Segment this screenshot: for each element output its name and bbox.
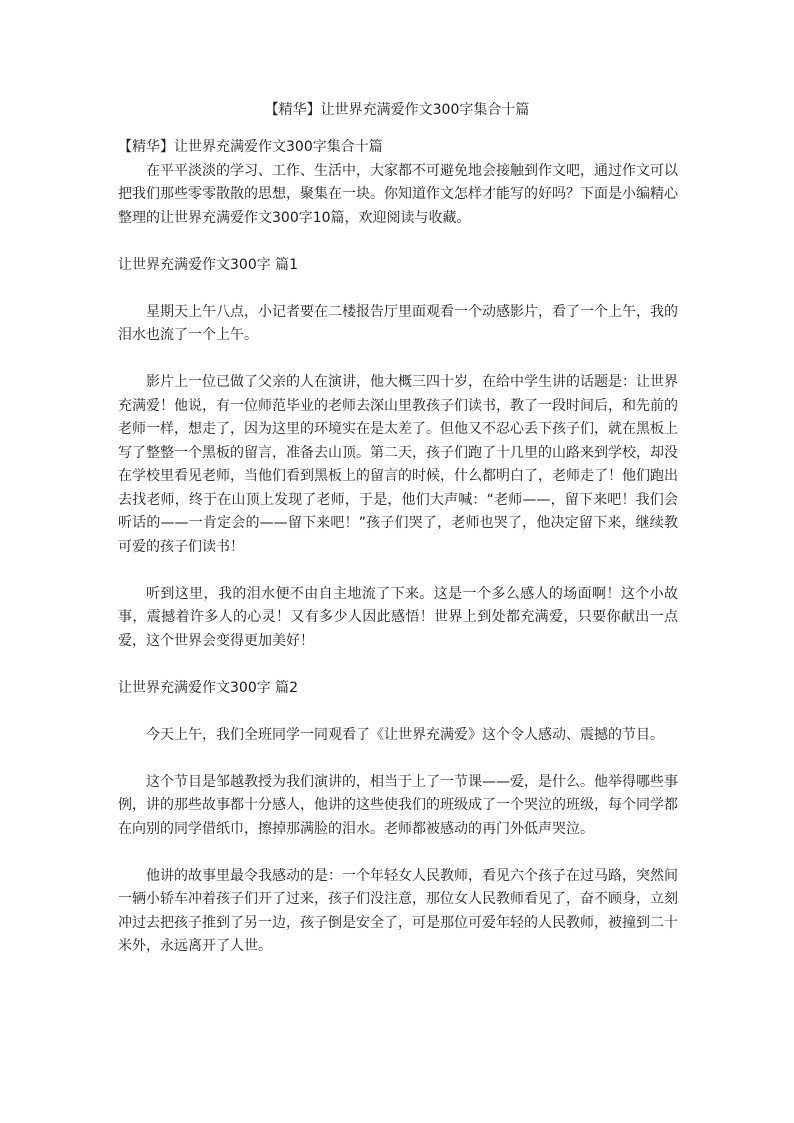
document-subtitle: 【精华】让世界充满爱作文300字集合十篇 — [118, 139, 383, 155]
section-heading-2: 让世界充满爱作文300字 篇2 — [118, 679, 299, 696]
paragraph: 听到这里，我的泪水便不由自主地流了下来。这是一个多么感人的场面啊！这个小故事，震撼着许多人的心灵！又有多少人因此感悟！世界上到处都充满爱，只要你献出一点爱，这个世界会变得更加美好！ — [118, 585, 678, 649]
section-heading-1: 让世界充满爱作文300字 篇1 — [118, 256, 299, 273]
paragraph: 影片上一位已做了父亲的人在演讲，他大概三四十岁，在给中学生讲的话题是：让世界充满爱！他说，有一位师范毕业的老师去深山里教孩子们读书，教了一段时间后，和先前的老师一样，想走了，因为这里的环境实在是太差了。但他又不忍心丢下孩子们，就在黑板上写了整整一个黑板的留言，准备去山顶。第二天，孩子们跑了十几里的山路来到学校，却没在学校里看见老师，当他们看到黑板上的留言的时候，什么都明白了，老师走了！他们跑出去找老师，终于在山顶上发现了老师，于是，他们大声喊：“老师——，留下来吧！我们会听话的——一肯定会的——留下来吧！”孩子们哭了，老师也哭了，他决定留下来，继续教可爱的孩子们读书！ — [118, 374, 678, 555]
paragraph: 今天上午，我们全班同学一同观看了《让世界充满爱》这个令人感动、震撼的节目。 — [146, 726, 664, 743]
paragraph: 这个节目是邹越教授为我们演讲的，相当于上了一节课——爱，是什么。他举得哪些事例，讲的那些故事都十分感人，他讲的这些使我们的班级成了一个哭泣的班级，每个同学都在向别的同学借纸巾，擦掉那满脸的泪水。老师都被感动的再门外低声哭泣。 — [118, 773, 678, 837]
intro-paragraph: 在平平淡淡的学习、工作、生活中，大家都不可避免地会接触到作文吧，通过作文可以把我们那些零零散散的思想，聚集在一块。你知道作文怎样才能写的好吗？下面是小编精心整理的让世界充满爱作文300字10篇，欢迎阅读与收藏。 — [118, 162, 678, 226]
document-title: 【精华】让世界充满爱作文300字集合十篇 — [264, 102, 530, 118]
paragraph: 他讲的故事里最令我感动的是：一个年轻女人民教师，看见六个孩子在过马路，突然间一辆小轿车冲着孩子们开了过来，孩子们没注意，那位女人民教师看见了，奋不顾身，立刻冲过去把孩子推到了另一边，孩子倒是安全了，可是那位可爱年轻的人民教师，被撞到二十米外，永远离开了人世。 — [118, 867, 678, 954]
document-body — [118, 136, 678, 982]
paragraph: 星期天上午八点，小记者要在二楼报告厅里面观看一个动感影片，看了一个上午，我的泪水也流了一个上午。 — [118, 303, 678, 343]
